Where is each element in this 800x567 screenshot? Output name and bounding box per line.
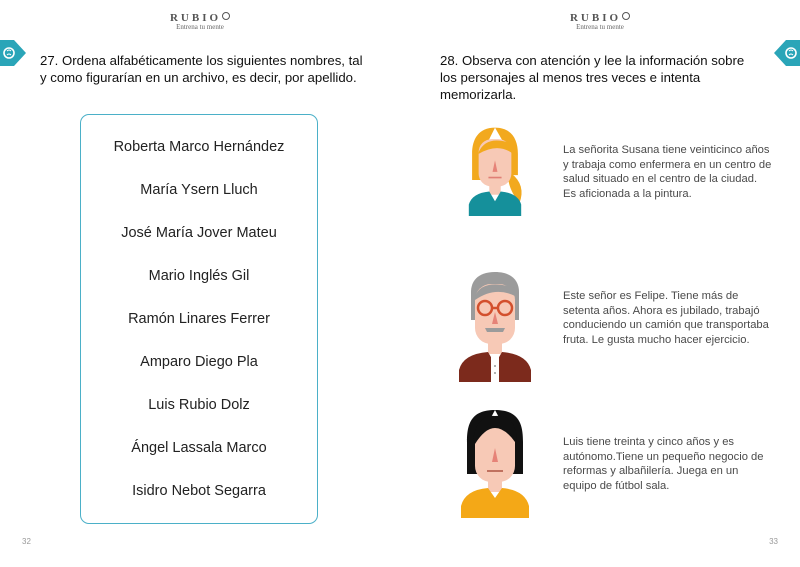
names-box	[80, 114, 318, 524]
question-28-title: 28. Observa con atención y lee la información sobre los personajes al menos tres veces e intenta memorizarla.	[440, 53, 745, 102]
brand-logo-icon	[622, 12, 630, 20]
brand-header-left	[150, 12, 250, 31]
list-item: José María Jover Mateu	[121, 225, 277, 241]
brand-tagline: Entrena tu mente	[576, 23, 624, 31]
brand-name: RUBIO	[169, 12, 222, 24]
person-description-susana: La señorita Susana tiene veinticinco años y trabaja como enfermera en un centro de salud situado en el centro de la ciudad. Es aficionada a la pintura.	[563, 144, 772, 200]
brand-logo-icon	[222, 12, 230, 20]
brand-name: RUBIO	[569, 12, 622, 24]
list-item: Isidro Nebot Segarra	[132, 483, 266, 499]
list-item: Ramón Linares Ferrer	[128, 311, 270, 327]
brand-header-right	[550, 12, 650, 31]
list-item: Amparo Diego Pla	[140, 354, 258, 370]
brain-tab-icon	[774, 40, 800, 66]
brand-tagline: Entrena tu mente	[176, 23, 224, 31]
page-number-left: 32	[22, 537, 31, 546]
list-item: Luis Rubio Dolz	[148, 397, 250, 413]
list-item: Mario Inglés Gil	[148, 268, 250, 284]
person-description-felipe: Este señor es Felipe. Tiene más de setenta años. Ahora es jubilado, trabajó conduciendo un camión que transportaba fruta. Le gusta mucho hacer ejercicio.	[563, 290, 769, 346]
young-man-portrait-icon	[455, 410, 535, 518]
names-list	[81, 137, 317, 524]
old-man-portrait-icon	[455, 270, 535, 382]
brain-tab-icon	[0, 40, 26, 66]
list-item: Roberta Marco Hernández	[113, 139, 285, 155]
page-number-right: 33	[769, 537, 778, 546]
list-item: María Ysern Lluch	[140, 182, 258, 198]
person-description-luis: Luis tiene treinta y cinco años y es autónomo.Tiene un pequeño negocio de reformas y albañilería. Juega en un equipo de fútbol sala.	[563, 436, 764, 492]
question-27-title: 27. Ordena alfabéticamente los siguientes nombres, tal y como figurarían en un archivo, es decir, por apellido.	[40, 53, 363, 85]
list-item: Ángel Lassala Marco	[131, 440, 267, 456]
woman-portrait-icon	[455, 126, 535, 216]
